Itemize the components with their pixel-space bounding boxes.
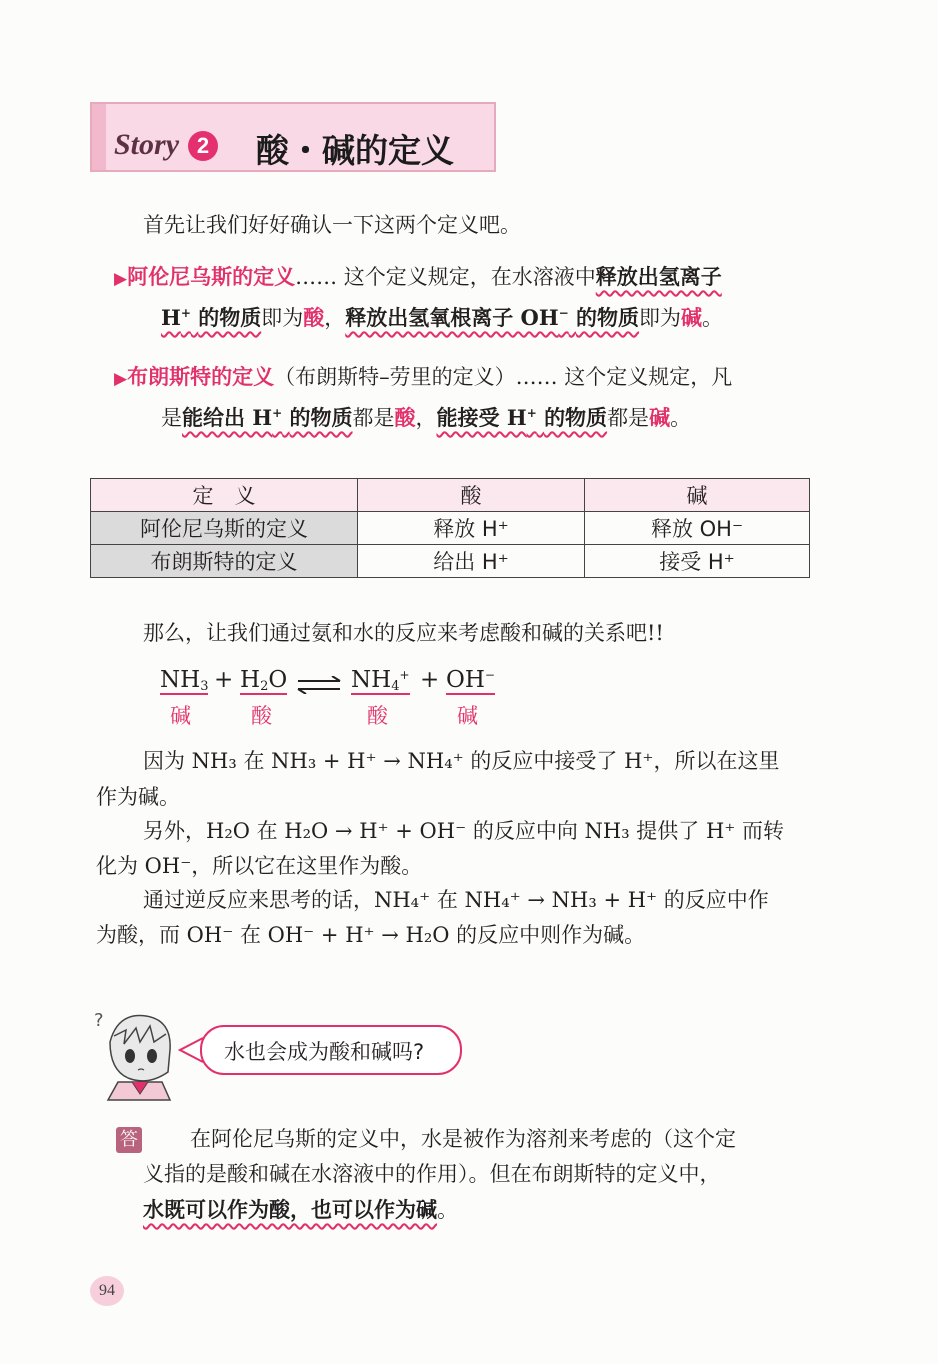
arrhenius-line2 <box>161 296 723 336</box>
bronsted-term: 布朗斯特的定义 <box>127 365 275 389</box>
story-label: Story <box>114 128 180 161</box>
row-acid: 给出 H⁺ <box>358 545 585 578</box>
arrhenius-h-substance: H+ 的物质 <box>161 305 262 330</box>
arrhenius-line1 <box>114 259 722 297</box>
bronsted-mid2: 都是 <box>607 406 650 430</box>
para3-line1: 通过逆反应来思考的话，NH₄⁺ 在 NH₄⁺ → NH₃ + H⁺ 的反应中作 <box>143 888 769 912</box>
para1-line1: 因为 NH₃ 在 NH₃ + H⁺ → NH₄⁺ 的反应中接受了 H⁺，所以在这里 <box>143 749 780 773</box>
nh4-text: NH <box>351 667 392 693</box>
bronsted-paren: （布朗斯特–劳里的定义）…… 这个定义规定，凡 <box>274 365 733 389</box>
arrhenius-acid: 酸 <box>303 306 325 330</box>
header-definition: 定 义 <box>91 479 358 512</box>
oh-text: OH <box>446 667 485 693</box>
accept-h-text: 能接受 H <box>436 405 527 430</box>
arrhenius-base: 碱 <box>681 306 703 330</box>
bronsted-give-h: 能给出 H+ 的物质 <box>182 405 353 430</box>
period: 。 <box>437 1198 458 1222</box>
period: 。 <box>670 406 692 430</box>
character-avatar <box>88 1002 180 1102</box>
comma: ， <box>324 306 346 330</box>
header-base: 碱 <box>585 479 810 512</box>
definition-table <box>90 478 810 578</box>
row-acid: 释放 H⁺ <box>358 512 585 545</box>
para2-line2: 化为 OH⁻，所以它在这里作为酸。 <box>96 854 423 878</box>
arrhenius-release-oh: 释放出氢氧根离子 OH− 的物质 <box>345 305 640 330</box>
svg-text:?: ? <box>94 1010 104 1031</box>
triangle-bullet-icon: ▶ <box>114 369 128 389</box>
answer-conclusion: 水既可以作为酸，也可以作为碱 <box>143 1197 437 1222</box>
equation-nh4: $NH_4^+$ <box>351 667 410 694</box>
answer-line1: 在阿伦尼乌斯的定义中，水是被作为溶剂来考虑的（这个定 <box>190 1127 736 1151</box>
page-number: 94 <box>90 1276 124 1306</box>
label-acid-nh4: 酸 <box>367 704 388 728</box>
give-substance: 的物质 <box>289 405 353 430</box>
question-text: 水也会成为酸和碱吗? <box>224 1040 425 1064</box>
arrhenius-mid1: 即为 <box>261 306 304 330</box>
equation-plus-2: + <box>420 667 440 693</box>
triangle-bullet-icon: ▶ <box>114 269 128 289</box>
table-row <box>91 545 810 578</box>
bronsted-line1 <box>114 360 732 397</box>
substance-text-2: 的物质 <box>576 305 640 330</box>
answer-line3 <box>143 1192 458 1228</box>
row-base: 接受 H⁺ <box>585 545 810 578</box>
arrhenius-lead: …… 这个定义规定，在水溶液中 <box>295 265 596 289</box>
equilibrium-arrow-icon <box>296 676 342 694</box>
equation-nh3: $NH_3$ <box>160 667 209 694</box>
h2o-o: O <box>268 667 288 693</box>
bronsted-base: 碱 <box>649 406 671 430</box>
release-oh-text: 释放出氢氧根离子 OH <box>345 305 559 330</box>
bronsted-line2 <box>161 396 691 436</box>
equation-h2o: $H_2O$ <box>240 667 288 694</box>
ammonia-intro: 那么，让我们通过氨和水的反应来考虑酸和碱的关系吧!! <box>143 621 664 645</box>
label-base-oh: 碱 <box>457 704 478 728</box>
h-symbol: H <box>161 305 181 330</box>
equation-plus-1: + <box>214 667 234 693</box>
para3-line2: 为酸，而 OH⁻ 在 OH⁻ + H⁺ → H₂O 的反应中则作为碱。 <box>96 923 646 947</box>
para2-line1: 另外，H₂O 在 H₂O → H⁺ + OH⁻ 的反应中向 NH₃ 提供了 H⁺ 而转 <box>143 819 785 843</box>
table-header-row <box>91 479 810 512</box>
bronsted-mid1: 都是 <box>352 406 395 430</box>
label-acid-h2o: 酸 <box>251 704 272 728</box>
answer-badge: 答 <box>116 1127 142 1153</box>
arrhenius-mid2: 即为 <box>639 306 682 330</box>
row-name: 布朗斯特的定义 <box>91 545 358 578</box>
equation-oh: OH− <box>446 667 495 693</box>
para1-line2: 作为碱。 <box>96 785 180 809</box>
give-h-text: 能给出 H <box>182 405 273 430</box>
h2o-h: H <box>240 667 261 693</box>
bronsted-accept-h: 能接受 H+ 的物质 <box>436 405 608 430</box>
header-acid: 酸 <box>358 479 585 512</box>
arrhenius-release-h: 释放出氢离子 <box>595 264 722 289</box>
story-number-badge: 2 <box>188 131 218 161</box>
substance-text: 的物质 <box>198 305 262 330</box>
label-base-nh3: 碱 <box>170 704 191 728</box>
intro-text: 首先让我们好好确认一下这两个定义吧。 <box>143 213 521 237</box>
table-row <box>91 512 810 545</box>
comma: ， <box>415 406 437 430</box>
row-name: 阿伦尼乌斯的定义 <box>91 512 358 545</box>
period: 。 <box>702 306 724 330</box>
bronsted-pre: 是 <box>161 406 182 430</box>
section-title: 酸・碱的定义 <box>256 131 454 170</box>
answer-line2: 义指的是酸和碱在水溶液中的作用）。但在布朗斯特的定义中， <box>143 1162 721 1186</box>
nh3-text: NH <box>160 667 201 693</box>
bronsted-acid: 酸 <box>394 406 416 430</box>
arrhenius-term: 阿伦尼乌斯的定义 <box>127 265 296 289</box>
row-base: 释放 OH⁻ <box>585 512 810 545</box>
accept-substance: 的物质 <box>544 405 608 430</box>
